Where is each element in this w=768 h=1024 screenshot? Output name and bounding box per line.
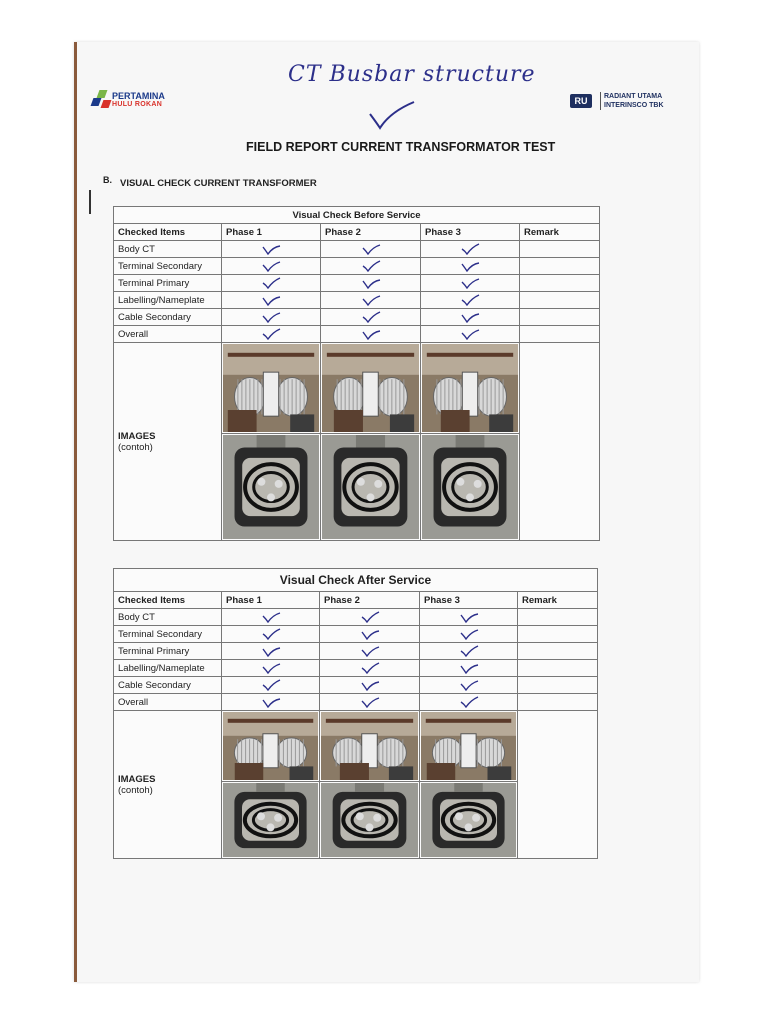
check-mark-icon (459, 294, 481, 306)
column-header: Remark (520, 224, 600, 241)
check-mark-icon (360, 243, 382, 255)
check-mark-icon (359, 696, 381, 708)
phase-2-check (321, 258, 421, 275)
visual-check-after-table (113, 568, 598, 859)
inspection-photo (223, 712, 318, 780)
check-mark-icon (458, 679, 480, 691)
section-label: B. (103, 175, 112, 185)
table-row (114, 660, 598, 677)
check-mark-icon (459, 311, 481, 323)
check-mark-icon (459, 277, 481, 289)
checked-item: Terminal Secondary (114, 626, 222, 643)
images-label: IMAGES (118, 430, 156, 442)
table-row (114, 292, 600, 309)
check-mark-icon (459, 260, 481, 272)
phase-2-check (321, 326, 421, 343)
inspection-photo (422, 344, 518, 432)
remark-images-cell (518, 711, 598, 859)
check-mark-icon (260, 645, 282, 657)
check-mark-icon (260, 662, 282, 674)
checked-item: Terminal Primary (114, 643, 222, 660)
phase-1-photo-top (222, 343, 321, 434)
phase-3-check (420, 694, 518, 711)
images-label-cell (114, 343, 222, 541)
check-mark-icon (360, 277, 382, 289)
column-header: Phase 1 (222, 592, 320, 609)
check-mark-icon (359, 679, 381, 691)
images-sublabel: (contoh) (118, 441, 153, 453)
checked-item: Body CT (114, 241, 222, 258)
check-mark-icon (360, 260, 382, 272)
phase-2-check (320, 643, 420, 660)
phase-1-check (222, 660, 320, 677)
check-mark-icon (459, 328, 481, 340)
remark-cell (518, 694, 598, 711)
inspection-photo (422, 435, 518, 539)
phase-2-check (321, 292, 421, 309)
margin-pen-mark (89, 190, 91, 214)
table-caption: Visual Check After Service (114, 569, 598, 592)
check-mark-icon (260, 628, 282, 640)
column-header: Checked Items (114, 224, 222, 241)
remark-cell (520, 275, 600, 292)
checked-item: Cable Secondary (114, 677, 222, 694)
phase-2-photo-top (320, 711, 420, 782)
pertamina-sub: HULU ROKAN (112, 101, 163, 108)
radiant-line1: RADIANT UTAMA (604, 93, 663, 100)
phase-1-check (222, 258, 321, 275)
phase-2-photo-bottom (320, 782, 420, 859)
phase-1-check (222, 643, 320, 660)
inspection-photo (421, 712, 516, 780)
column-header: Phase 3 (421, 224, 520, 241)
check-mark-icon (458, 696, 480, 708)
phase-3-check (421, 326, 520, 343)
phase-3-check (421, 292, 520, 309)
remark-cell (518, 677, 598, 694)
phase-3-check (420, 643, 518, 660)
phase-1-check (222, 309, 321, 326)
check-mark-icon (359, 645, 381, 657)
column-header: Phase 2 (320, 592, 420, 609)
remark-cell (520, 309, 600, 326)
check-mark-icon (260, 611, 282, 623)
pertamina-logo (90, 86, 180, 116)
check-mark-icon (458, 611, 480, 623)
report-title: FIELD REPORT CURRENT TRANSFORMATOR TEST (246, 140, 556, 154)
column-header: Checked Items (114, 592, 222, 609)
phase-2-check (320, 694, 420, 711)
phase-3-photo-bottom (420, 782, 518, 859)
phase-3-photo-top (421, 343, 520, 434)
phase-1-photo-bottom (222, 782, 320, 859)
phase-1-check (222, 677, 320, 694)
phase-2-check (321, 275, 421, 292)
section-title: VISUAL CHECK CURRENT TRANSFORMER (120, 178, 317, 189)
remark-cell (520, 326, 600, 343)
check-mark-icon (359, 628, 381, 640)
inspection-photo (321, 783, 418, 857)
remark-cell (518, 626, 598, 643)
check-mark-icon (360, 311, 382, 323)
phase-1-photo-top (222, 711, 320, 782)
column-header: Phase 1 (222, 224, 321, 241)
inspection-photo (421, 783, 516, 857)
inspection-photo (321, 712, 418, 780)
check-mark-icon (260, 294, 282, 306)
check-mark-icon (458, 645, 480, 657)
table-row (114, 626, 598, 643)
phase-3-check (421, 258, 520, 275)
checked-item: Overall (114, 326, 222, 343)
phase-1-check (222, 609, 320, 626)
radiant-line2: INTERINSCO TBK (604, 102, 664, 109)
inspection-photo (223, 783, 318, 857)
table-row (114, 609, 598, 626)
check-mark-icon (260, 260, 282, 272)
table-row (114, 309, 600, 326)
phase-3-check (421, 275, 520, 292)
check-mark-icon (458, 628, 480, 640)
check-mark-icon (359, 662, 381, 674)
column-header: Phase 2 (321, 224, 421, 241)
radiant-mark-icon: RU (570, 94, 592, 108)
phase-2-check (320, 626, 420, 643)
visual-check-before-table (113, 206, 600, 541)
checked-item: Overall (114, 694, 222, 711)
column-header: Phase 3 (420, 592, 518, 609)
images-label: IMAGES (118, 773, 156, 785)
check-mark-icon (458, 662, 480, 674)
check-mark-icon (260, 679, 282, 691)
check-mark-icon (360, 294, 382, 306)
check-mark-icon (260, 277, 282, 289)
checked-item: Cable Secondary (114, 309, 222, 326)
phase-3-check (421, 241, 520, 258)
table-row (114, 241, 600, 258)
phase-2-photo-bottom (321, 434, 421, 541)
section-heading (103, 175, 317, 189)
handwritten-check-icon (368, 100, 418, 132)
check-mark-icon (360, 328, 382, 340)
check-mark-icon (359, 611, 381, 623)
radiant-utama-logo (570, 92, 680, 114)
inspection-photo (322, 344, 419, 432)
check-mark-icon (260, 243, 282, 255)
check-mark-icon (260, 311, 282, 323)
remark-cell (518, 643, 598, 660)
checked-item: Body CT (114, 609, 222, 626)
remark-cell (518, 660, 598, 677)
images-sublabel: (contoh) (118, 784, 153, 796)
phase-2-check (321, 241, 421, 258)
images-label-cell (114, 711, 222, 859)
phase-3-photo-bottom (421, 434, 520, 541)
checked-item: Labelling/Nameplate (114, 660, 222, 677)
remark-cell (520, 292, 600, 309)
check-mark-icon (459, 243, 481, 255)
phase-1-check (222, 326, 321, 343)
inspection-photo (223, 435, 319, 539)
check-mark-icon (260, 328, 282, 340)
table-row (114, 643, 598, 660)
remark-cell (520, 241, 600, 258)
check-mark-icon (260, 696, 282, 708)
phase-2-check (320, 609, 420, 626)
phase-3-check (420, 609, 518, 626)
phase-2-photo-top (321, 343, 421, 434)
table-row (114, 258, 600, 275)
table-row (114, 275, 600, 292)
phase-2-check (320, 677, 420, 694)
remark-cell (518, 609, 598, 626)
phase-1-check (222, 241, 321, 258)
phase-1-check (222, 292, 321, 309)
phase-1-check (222, 694, 320, 711)
phase-3-check (420, 660, 518, 677)
phase-3-check (420, 677, 518, 694)
remark-cell (520, 258, 600, 275)
checked-item: Labelling/Nameplate (114, 292, 222, 309)
phase-1-photo-bottom (222, 434, 321, 541)
column-header: Remark (518, 592, 598, 609)
phase-3-check (420, 626, 518, 643)
checked-item: Terminal Secondary (114, 258, 222, 275)
phase-3-check (421, 309, 520, 326)
phase-2-check (320, 660, 420, 677)
remark-images-cell (520, 343, 600, 541)
pertamina-name: PERTAMINA (112, 91, 165, 101)
phase-1-check (222, 626, 320, 643)
table-caption: Visual Check Before Service (114, 207, 600, 224)
phase-3-photo-top (420, 711, 518, 782)
inspection-photo (223, 344, 319, 432)
table-row (114, 677, 598, 694)
table-row (114, 694, 598, 711)
phase-2-check (321, 309, 421, 326)
inspection-photo (322, 435, 419, 539)
handwritten-note: CT Busbar structure (288, 62, 536, 87)
checked-item: Terminal Primary (114, 275, 222, 292)
table-row (114, 326, 600, 343)
phase-1-check (222, 275, 321, 292)
